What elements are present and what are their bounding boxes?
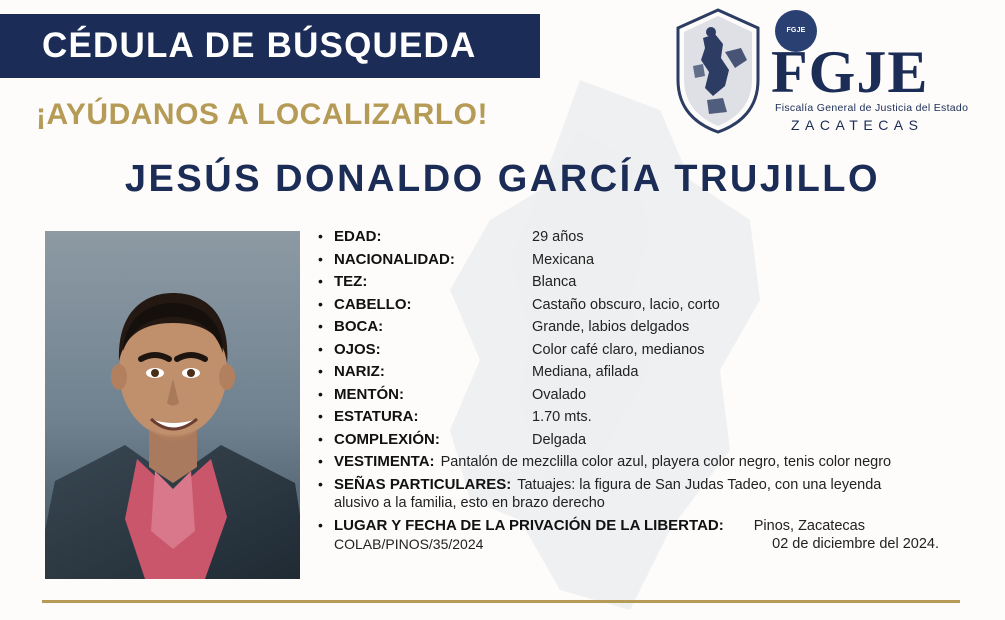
bullet-icon: •	[318, 318, 323, 334]
case-id: COLAB/PINOS/35/2024	[334, 535, 484, 552]
bullet-icon: •	[318, 453, 323, 469]
bullet-icon: •	[318, 516, 323, 533]
logo-institution: Fiscalía General de Justicia del Estado	[775, 102, 969, 114]
person-photo	[45, 231, 300, 579]
detail-label: OJOS:	[334, 340, 381, 358]
detail-label: COMPLEXIÓN:	[334, 430, 440, 448]
help-subtitle: ¡AYÚDANOS A LOCALIZARLO!	[36, 98, 488, 131]
clothing-label: VESTIMENTA:	[334, 453, 435, 470]
detail-row	[318, 341, 958, 358]
detail-value: Mexicana	[532, 251, 595, 268]
detail-row	[318, 251, 958, 268]
detail-label: NARIZ:	[334, 363, 385, 380]
marks-value: Tatuajes: la figura de San Judas Tadeo, con una leyenda	[517, 476, 882, 493]
bullet-icon: •	[318, 475, 323, 492]
banner	[0, 14, 540, 78]
bullet-icon: •	[318, 273, 323, 289]
detail-value: Castaño obscuro, lacio, corto	[532, 296, 720, 313]
clothing-row	[318, 453, 958, 470]
seal-icon: FGJE	[775, 10, 817, 52]
detail-row	[318, 431, 958, 448]
detail-value: Mediana, afilada	[532, 364, 639, 380]
case-footer	[334, 536, 939, 552]
place-label: LUGAR Y FECHA DE LA PRIVACIÓN DE LA LIBERTAD:	[334, 516, 724, 534]
bullet-icon: •	[318, 430, 323, 447]
details-list	[318, 228, 958, 552]
marks-value-line2: alusivo a la familia, esto en brazo derecho	[334, 494, 605, 511]
detail-label: EDAD:	[334, 228, 382, 245]
bottom-divider	[42, 600, 960, 603]
detail-label: NACIONALIDAD:	[334, 250, 455, 268]
detail-row	[318, 363, 958, 380]
detail-row	[318, 273, 958, 290]
detail-value: Grande, labios delgados	[532, 319, 690, 335]
detail-label: TEZ:	[334, 273, 368, 290]
banner-title: CÉDULA DE BÚSQUEDA	[42, 26, 477, 65]
clothing-value: Pantalón de mezclilla color azul, playera color negro, tenis color negro	[440, 454, 892, 470]
detail-value: Ovalado	[532, 386, 587, 403]
detail-label: ESTATURA:	[334, 408, 419, 425]
marks-label: SEÑAS PARTICULARES:	[334, 475, 512, 493]
logo-state: ZACATECAS	[791, 117, 924, 133]
person-name: JESÚS DONALDO GARCÍA TRUJILLO	[124, 158, 881, 200]
bullet-icon: •	[318, 363, 323, 379]
bullet-icon: •	[318, 250, 323, 267]
marks-row	[318, 476, 958, 493]
detail-value: Delgada	[532, 431, 587, 448]
logo-acronym: FGJE	[771, 39, 929, 105]
place-row	[318, 517, 958, 534]
detail-label: CABELLO:	[334, 295, 412, 313]
detail-row	[318, 296, 958, 313]
bullet-icon: •	[318, 408, 323, 424]
bullet-icon: •	[318, 228, 323, 244]
bullet-icon: •	[318, 340, 323, 357]
detail-row	[318, 318, 958, 335]
case-date: 02 de diciembre del 2024.	[772, 535, 939, 552]
detail-row	[318, 228, 958, 245]
detail-label: BOCA:	[334, 318, 384, 335]
detail-value: 29 años	[532, 229, 584, 245]
detail-row	[318, 408, 958, 425]
detail-label: MENTÓN:	[334, 385, 404, 403]
fgje-logo	[663, 6, 969, 138]
state-emblem-icon	[663, 8, 773, 134]
bullet-icon: •	[318, 385, 323, 402]
detail-value: Color café claro, medianos	[532, 341, 705, 358]
detail-value: 1.70 mts.	[532, 409, 592, 425]
detail-value: Blanca	[532, 274, 577, 290]
place-value: Pinos, Zacatecas	[753, 517, 865, 534]
detail-row	[318, 386, 958, 403]
bullet-icon: •	[318, 295, 323, 312]
